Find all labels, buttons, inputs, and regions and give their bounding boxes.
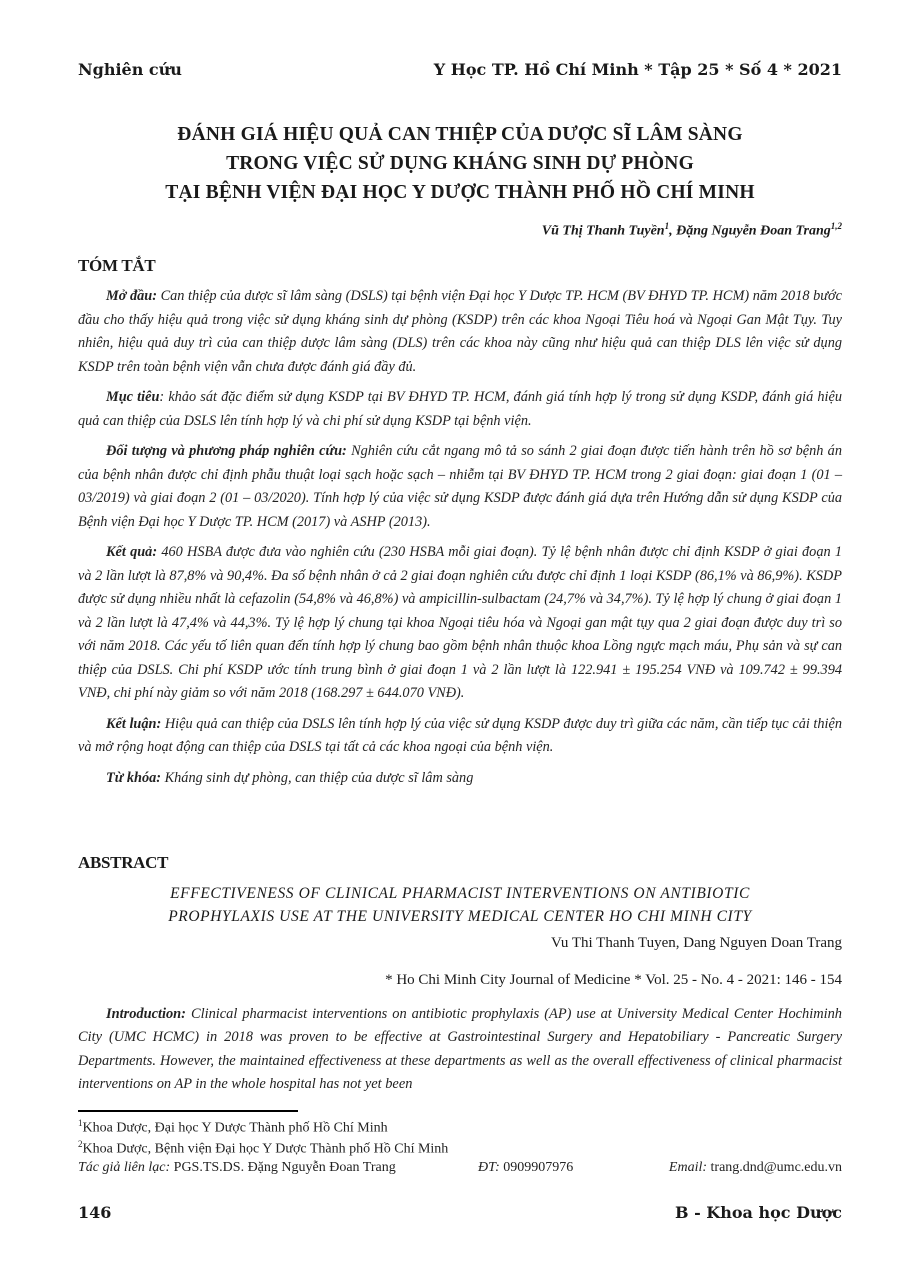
footnote-2: $^2$Khoa Dược, Bệnh viện Đại học Y Dược Thành phố Hồ Chí Minh bbox=[78, 1139, 449, 1157]
english-title bbox=[78, 882, 842, 928]
ket-luan-label: Kết luận: bbox=[106, 715, 162, 732]
author-2-affil: 1,2 bbox=[830, 221, 842, 231]
mo-dau-label: Mở đầu: bbox=[106, 288, 157, 304]
ket-qua-paragraph: Kết quả: 460 HSBA được đưa vào nghiên cứu (230 HSBA mỗi giai đoạn). Tỷ lệ bệnh nhân được chỉ định KSDP ở giai đoạn 1 và 2 lần lượt là 87,8% và 90,4%. Đa số bệnh nhân ở cả 2 giai đoạn nghiên cứu được chỉ định 1 loại KSDP (86,1% và 86,9%). KSDP được sử dụng nhiều nhất là cefazolin (54,8% và 46,8%) và ampicillin-sulbactam (24,7% và 34,7%). Tỷ lệ hợp lý chung ở giai đoạn 1 và 2 lần lượt là 47,4% và 44,3%. Tỷ lệ hợp lý chung tại khoa Ngoại tiêu hóa và Ngoại gan mật tụy qua 2 giai đoạn được duy trì so với năm 2018. Các yếu tố liên quan đến tính hợp lý chung bao gồm bệnh nhân thuộc khoa Lồng ngực mạch máu, Phụ sản và sự can thiệp của DSLS. Chi phí KSDP ước tính trung bình ở giai đoạn 1 và 2 lần lượt là 122.941 ± 195.254 VNĐ và 109.742 ± 99.394 VNĐ, chi phí này giảm so với năm 2018 (168.297 ± 644.070 VNĐ). bbox=[78, 544, 842, 701]
contact-line bbox=[78, 1160, 842, 1176]
author-1-affil: 1 bbox=[664, 221, 670, 231]
doi-tuong-label: Đối tượng và phương pháp nghiên cứu: bbox=[106, 443, 347, 459]
contact-email: Email: trang.dnd@umc.edu.vn bbox=[668, 1160, 842, 1175]
contact-phone: ĐT: 0909907976 bbox=[478, 1160, 574, 1175]
tu-khoa-label: Từ khóa: bbox=[106, 769, 162, 786]
doi-tuong-paragraph: Đối tượng và phương pháp nghiên cứu: Nghiên cứu cắt ngang mô tả so sánh 2 giai đoạn được tiến hành trên hồ sơ bệnh án của bệnh nhân được chỉ định phẫu thuật loại sạch hoặc sạch – nhiễm tại BV ĐHYD TP. HCM trong 2 giai đoạn: giai đoạn 1 (01 – 03/2019) và giai đoạn 2 (01 – 03/2020). Tính hợp lý của việc sử dụng KSDP được đánh giá dựa trên Hướng dẫn sử dụng KSDP của Bệnh viện Đại học Y Dược TP. HCM (2017) và ASHP (2013). bbox=[78, 443, 842, 530]
author-1: Vũ Thị Thanh Tuyền bbox=[541, 223, 665, 239]
contact-author: Tác giả liên lạc: PGS.TS.DS. Đặng Nguyễn Đoan Trang bbox=[78, 1160, 396, 1175]
tu-khoa-paragraph: Từ khóa: Kháng sinh dự phòng, can thiệp của dược sĩ lâm sàng bbox=[106, 769, 474, 786]
page-footer bbox=[78, 1203, 842, 1222]
running-header bbox=[78, 60, 842, 79]
article-title bbox=[78, 120, 842, 207]
tomtat-heading: TÓM TẮT bbox=[78, 256, 156, 275]
english-title-line-2: PROPHYLAXIS USE AT THE UNIVERSITY MEDICAL CENTER HO CHI MINH CITY bbox=[168, 908, 752, 925]
ket-luan-paragraph: Kết luận: Hiệu quả can thiệp của DSLS lên tính hợp lý của việc sử dụng KSDP được duy trì giữa các năm, cần tiếp tục cải thiện và mở rộng hoạt động can thiệp của DSLS tại tất cả các khoa ngoại của bệnh viện. bbox=[78, 715, 842, 755]
header-section: Nghiên cứu bbox=[78, 60, 182, 79]
footer-section: B - Khoa học Dược bbox=[675, 1203, 842, 1222]
ket-qua-label: Kết quả: bbox=[106, 544, 158, 560]
author-list bbox=[542, 221, 842, 240]
author-separator: , bbox=[669, 223, 677, 239]
introduction-label: Introduction: bbox=[106, 1006, 186, 1022]
introduction-paragraph: Introduction: Clinical pharmacist interventions on antibiotic prophylaxis (AP) use at University Medical Center Hochiminh City (UMC HCMC) in 2018 was proven to be effective at Gastrointestinal Surgery and Hepatobiliary - Pancreatic Surgery Departments. However, the maintained effectiveness at these departments as well as the overall effectiveness of clinical pharmacist interventions on AP in the whole hospital has not yet been bbox=[78, 1006, 842, 1092]
page-number: 146 bbox=[78, 1203, 112, 1222]
abstract-heading: ABSTRACT bbox=[78, 853, 169, 872]
header-journal: Y Học TP. Hồ Chí Minh * Tập 25 * Số 4 * 2021 bbox=[433, 60, 842, 79]
author-2: Đặng Nguyễn Đoan Trang bbox=[676, 223, 831, 239]
title-line-1: ĐÁNH GIÁ HIỆU QUẢ CAN THIỆP CỦA DƯỢC SĨ LÂM SÀNG bbox=[177, 124, 743, 145]
muc-tieu-paragraph: Mục tiêu: khảo sát đặc điểm sử dụng KSDP tại BV ĐHYD TP. HCM, đánh giá tính hợp lý trong sử dụng KSDP, đánh giá hiệu quả can thiệp của DSLS lên tính hợp lý và chi phí sử dụng KSDP tại bệnh viện. bbox=[78, 389, 842, 429]
abstract-body bbox=[78, 1003, 842, 1096]
mo-dau-paragraph: Mở đầu: Can thiệp của dược sĩ lâm sàng (DSLS) tại bệnh viện Đại học Y Dược TP. HCM (BV ĐHYD TP. HCM) năm 2018 bước đầu cho thấy hiệu quả trong việc sử dụng kháng sinh dự phòng (KSDP) trên các khoa Ngoại Tiêu hoá và Ngoại Gan Mật Tụy. Tuy nhiên, hiệu quả duy trì của can thiệp dược lâm sàng (DLS) trên các khoa này cũng như hiệu quả can thiệp DLS lên việc sử dụng KSDP trên toàn bệnh viện vẫn chưa được đánh giá đầy đủ. bbox=[78, 288, 842, 375]
tomtat-body bbox=[78, 285, 842, 797]
citation: * Ho Chi Minh City Journal of Medicine * Vol. 25 - No. 4 - 2021: 146 - 154 bbox=[385, 972, 842, 988]
footnote-1: $^1$Khoa Dược, Đại học Y Dược Thành phố Hồ Chí Minh bbox=[78, 1118, 388, 1136]
english-title-line-1: EFFECTIVENESS OF CLINICAL PHARMACIST INTERVENTIONS ON ANTIBIOTIC bbox=[170, 885, 750, 902]
title-line-2: TRONG VIỆC SỬ DỤNG KHÁNG SINH DỰ PHÒNG bbox=[226, 153, 694, 174]
title-line-3: TẠI BỆNH VIỆN ĐẠI HỌC Y DƯỢC THÀNH PHỐ HỒ CHÍ MINH bbox=[165, 182, 755, 203]
english-authors: Vu Thi Thanh Tuyen, Dang Nguyen Doan Trang bbox=[550, 935, 842, 951]
muc-tieu-label: Mục tiêu bbox=[106, 389, 160, 405]
footnote-divider bbox=[78, 1110, 298, 1112]
